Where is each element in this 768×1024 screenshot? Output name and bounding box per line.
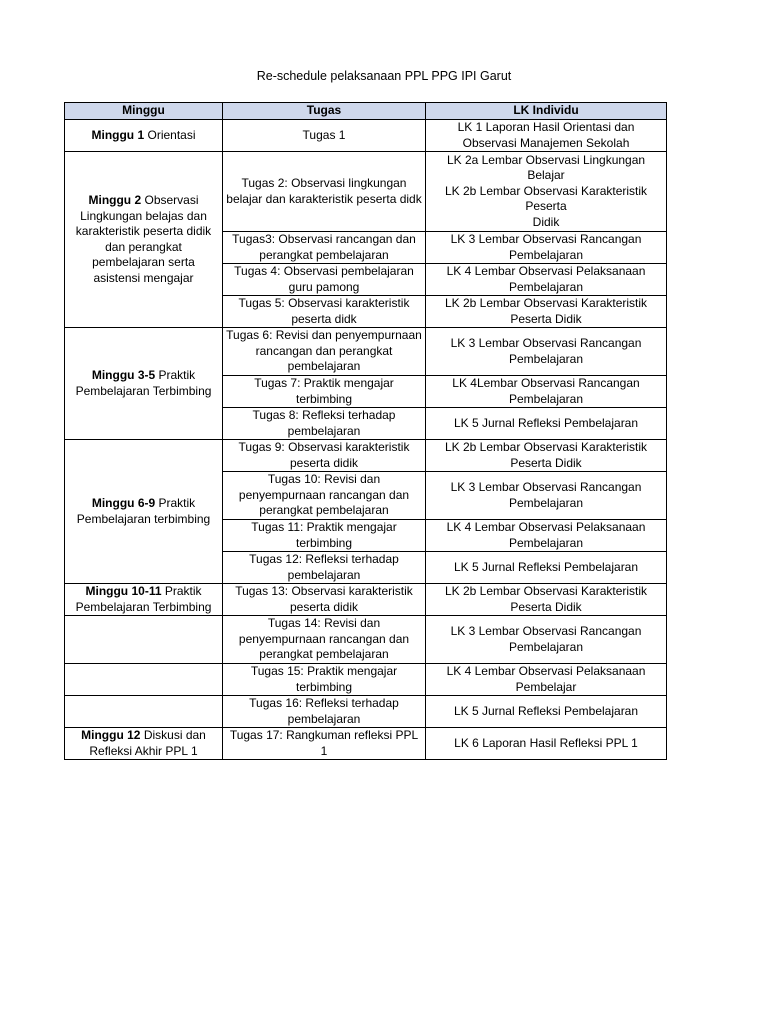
tugas-cell: Tugas 8: Refleksi terhadap pembelajaran xyxy=(223,408,426,440)
table-row xyxy=(65,728,667,760)
week-name: Minggu 10-11 xyxy=(85,584,162,598)
tugas-cell: Tugas 16: Refleksi terhadap pembelajaran xyxy=(223,696,426,728)
table-row xyxy=(65,584,667,616)
week-cell-empty xyxy=(65,664,223,696)
tugas-cell: Tugas 2: Observasi lingkungan belajar dan karakteristik peserta didk xyxy=(223,152,426,232)
lk-cell: LK 5 Jurnal Refleksi Pembelajaran xyxy=(426,696,667,728)
week-cell-empty xyxy=(65,696,223,728)
week-cell xyxy=(65,728,223,760)
week-desc: Orientasi xyxy=(144,127,196,142)
header-minggu: Minggu xyxy=(65,103,223,120)
table-row xyxy=(65,440,667,472)
lk-cell: LK 2b Lembar Observasi Karakteristik Peserta Didik xyxy=(426,296,667,328)
week-cell xyxy=(65,152,223,328)
tugas-cell: Tugas 1 xyxy=(223,120,426,152)
table-row xyxy=(65,152,667,232)
week-desc: Praktik Pembelajaran Terbimbing xyxy=(75,584,212,614)
lk-line: LK 2a Lembar Observasi Lingkungan Belajar xyxy=(446,152,646,183)
schedule-table xyxy=(64,102,667,760)
tugas-cell: Tugas3: Observasi rancangan dan perangkat pembelajaran xyxy=(223,232,426,264)
week-cell xyxy=(65,328,223,440)
lk-cell: LK 3 Lembar Observasi Rancangan Pembelajaran xyxy=(426,472,667,520)
lk-cell: LK 3 Lembar Observasi Rancangan Pembelajaran xyxy=(426,328,667,376)
week-name: Minggu 2 xyxy=(88,193,142,207)
lk-cell: LK 4Lembar Observasi Rancangan Pembelajaran xyxy=(426,376,667,408)
tugas-cell: Tugas 14: Revisi dan penyempurnaan rancangan dan perangkat pembelajaran xyxy=(223,616,426,664)
week-name: Minggu 12 xyxy=(81,728,141,742)
lk-cell: LK 3 Lembar Observasi Rancangan Pembelajaran xyxy=(426,232,667,264)
tugas-cell: Tugas 12: Refleksi terhadap pembelajaran xyxy=(223,552,426,584)
table-row xyxy=(65,696,667,728)
week-cell xyxy=(65,584,223,616)
lk-line: LK 2b Lembar Observasi Karakteristik Peserta xyxy=(444,183,648,214)
tugas-cell: Tugas 9: Observasi karakteristik peserta didik xyxy=(223,440,426,472)
week-name: Minggu 6-9 xyxy=(91,496,156,510)
tugas-cell: Tugas 5: Observasi karakteristik peserta didk xyxy=(223,296,426,328)
tugas-cell: Tugas 15: Praktik mengajar terbimbing xyxy=(223,664,426,696)
lk-cell: LK 5 Jurnal Refleksi Pembelajaran xyxy=(426,408,667,440)
table-header-row xyxy=(65,103,667,120)
tugas-cell: Tugas 17: Rangkuman refleksi PPL 1 xyxy=(223,728,426,760)
tugas-cell: Tugas 13: Observasi karakteristik peserta didik xyxy=(223,584,426,616)
week-cell xyxy=(65,120,223,152)
lk-cell: LK 5 Jurnal Refleksi Pembelajaran xyxy=(426,552,667,584)
table-row xyxy=(65,664,667,696)
tugas-cell: Tugas 4: Observasi pembelajaran guru pamong xyxy=(223,264,426,296)
week-desc: Praktik Pembelajaran terbimbing xyxy=(76,496,211,526)
header-tugas: Tugas xyxy=(223,103,426,120)
table-row xyxy=(65,328,667,376)
week-desc: Observasi Lingkungan belajas dan karakteristik peserta didik dan perangkat pembelajaran serta asistensi mengajar xyxy=(75,193,212,285)
tugas-cell: Tugas 7: Praktik mengajar terbimbing xyxy=(223,376,426,408)
week-desc: Diskusi dan Refleksi Akhir PPL 1 xyxy=(89,728,206,758)
tugas-cell: Tugas 10: Revisi dan penyempurnaan rancangan dan perangkat pembelajaran xyxy=(223,472,426,520)
lk-cell xyxy=(426,152,667,232)
document-title: Re-schedule pelaksanaan PPL PPG IPI Garut xyxy=(256,69,512,83)
lk-cell: LK 2b Lembar Observasi Karakteristik Peserta Didik xyxy=(426,440,667,472)
week-name: Minggu 3-5 xyxy=(91,368,156,382)
week-name: Minggu 1 xyxy=(91,127,145,142)
lk-cell: LK 4 Lembar Observasi Pelaksanaan Pembelajaran xyxy=(426,520,667,552)
header-lk-individu: LK Individu xyxy=(426,103,667,120)
week-cell-empty xyxy=(65,616,223,664)
tugas-cell: Tugas 11: Praktik mengajar terbimbing xyxy=(223,520,426,552)
lk-cell: LK 4 Lembar Observasi Pelaksanaan Pembelajaran xyxy=(426,264,667,296)
lk-line: Didik xyxy=(532,214,560,229)
lk-cell: LK 3 Lembar Observasi Rancangan Pembelajaran xyxy=(426,616,667,664)
lk-cell: LK 2b Lembar Observasi Karakteristik Peserta Didik xyxy=(426,584,667,616)
table-row xyxy=(65,616,667,664)
tugas-cell: Tugas 6: Revisi dan penyempurnaan rancangan dan perangkat pembelajaran xyxy=(223,328,426,376)
week-cell xyxy=(65,440,223,584)
lk-cell: LK 1 Laporan Hasil Orientasi dan Observasi Manajemen Sekolah xyxy=(426,120,667,152)
week-desc: Praktik Pembelajaran Terbimbing xyxy=(75,368,212,398)
lk-cell: LK 4 Lembar Observasi Pelaksanaan Pembelajar xyxy=(426,664,667,696)
table-row xyxy=(65,120,667,152)
lk-cell: LK 6 Laporan Hasil Refleksi PPL 1 xyxy=(426,728,667,760)
